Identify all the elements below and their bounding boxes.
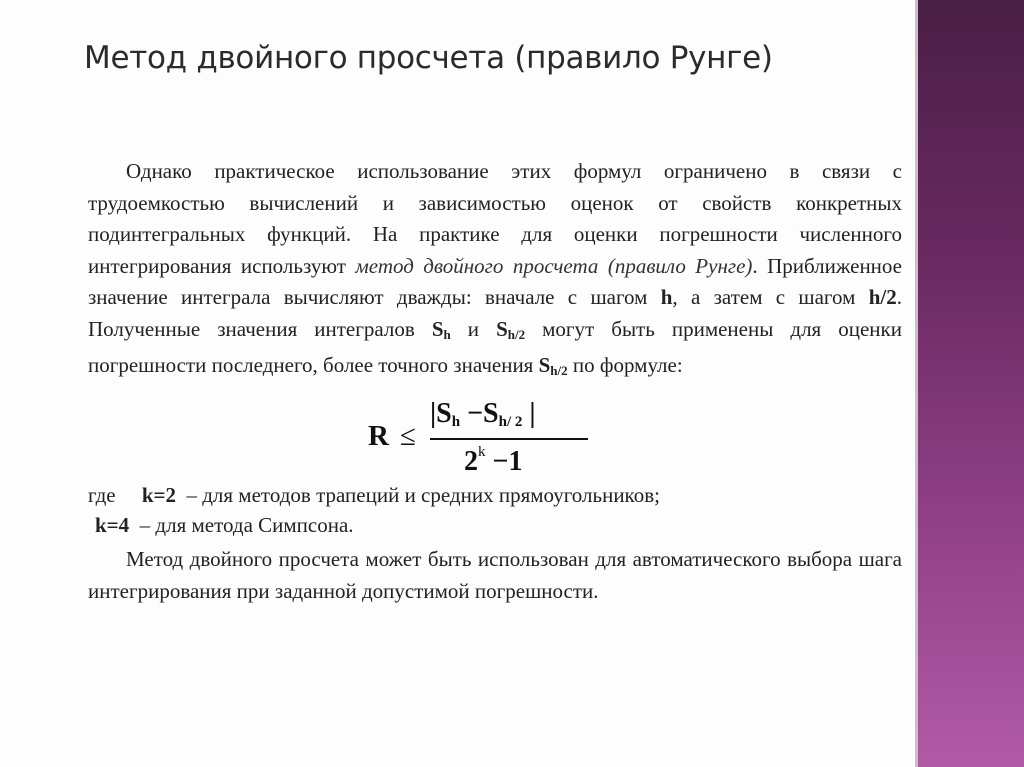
k-value-2: k=2: [141, 483, 176, 507]
paragraph-intro: [88, 156, 902, 387]
text-run: , а затем с шагом: [672, 285, 869, 309]
where-line-1: [88, 483, 660, 508]
k4-description: – для метода Симпсона.: [139, 513, 354, 537]
decorative-side-band: [915, 0, 1024, 767]
num-sub-h2: h/ 2: [498, 414, 523, 430]
num-part: −S: [460, 398, 499, 429]
symbol-s: S: [538, 353, 551, 377]
k-value-4: k=4: [95, 513, 130, 537]
text-run: . Полученные значения интегралов: [88, 285, 902, 341]
step-h2: h/2: [868, 285, 897, 309]
paragraph-conclusion: Метод двойного просчета может быть использован для автоматического выбора шага интегрирования при заданной допустимой погрешности.: [88, 547, 902, 603]
fraction-bar: [430, 438, 588, 440]
symbol-s: S: [496, 316, 508, 341]
formula-lhs: R: [368, 420, 389, 452]
where-line-2: [95, 513, 354, 538]
text-run: Однако практическое использование этих формул ограничено в связи с трудоемкостью вычислений и зависимостью оценок от свойств конкретных подинтегральных функций. На практике для оценки погрешности численного интегрирования используют: [88, 159, 902, 278]
den-exponent: k: [478, 444, 486, 460]
formula-denominator: [464, 444, 522, 478]
num-part: |: [522, 398, 536, 429]
side-band-edge: [915, 0, 918, 767]
where-prefix: где: [88, 483, 116, 507]
slide-title: Метод двойного просчета (правило Рунге): [84, 40, 773, 76]
den-base: 2: [464, 446, 478, 477]
runge-formula: [368, 398, 588, 484]
text-run: по формуле:: [567, 353, 683, 377]
text-run: и: [450, 316, 497, 341]
text-run: могут быть применены для оценки погрешности последнего, более точного значения: [88, 316, 902, 377]
step-h: h: [660, 285, 673, 309]
subscript-h2: h/2: [507, 326, 526, 342]
subscript-h2: h/2: [550, 363, 568, 378]
num-part: |S: [430, 398, 452, 429]
k2-description: – для методов трапеций и средних прямоугольников;: [186, 483, 660, 507]
symbol-s: S: [431, 316, 444, 341]
num-sub-h: h: [451, 414, 461, 430]
formula-leq: ≤: [400, 420, 416, 452]
den-rest: −1: [485, 446, 523, 477]
formula-numerator: [430, 398, 536, 431]
subscript-h: h: [443, 326, 451, 342]
text-run: . Приближенное значение интеграла вычисляют дважды: вначале с шагом: [88, 253, 902, 309]
method-name-italic: метод двойного просчета (правило Рунге): [355, 253, 753, 278]
